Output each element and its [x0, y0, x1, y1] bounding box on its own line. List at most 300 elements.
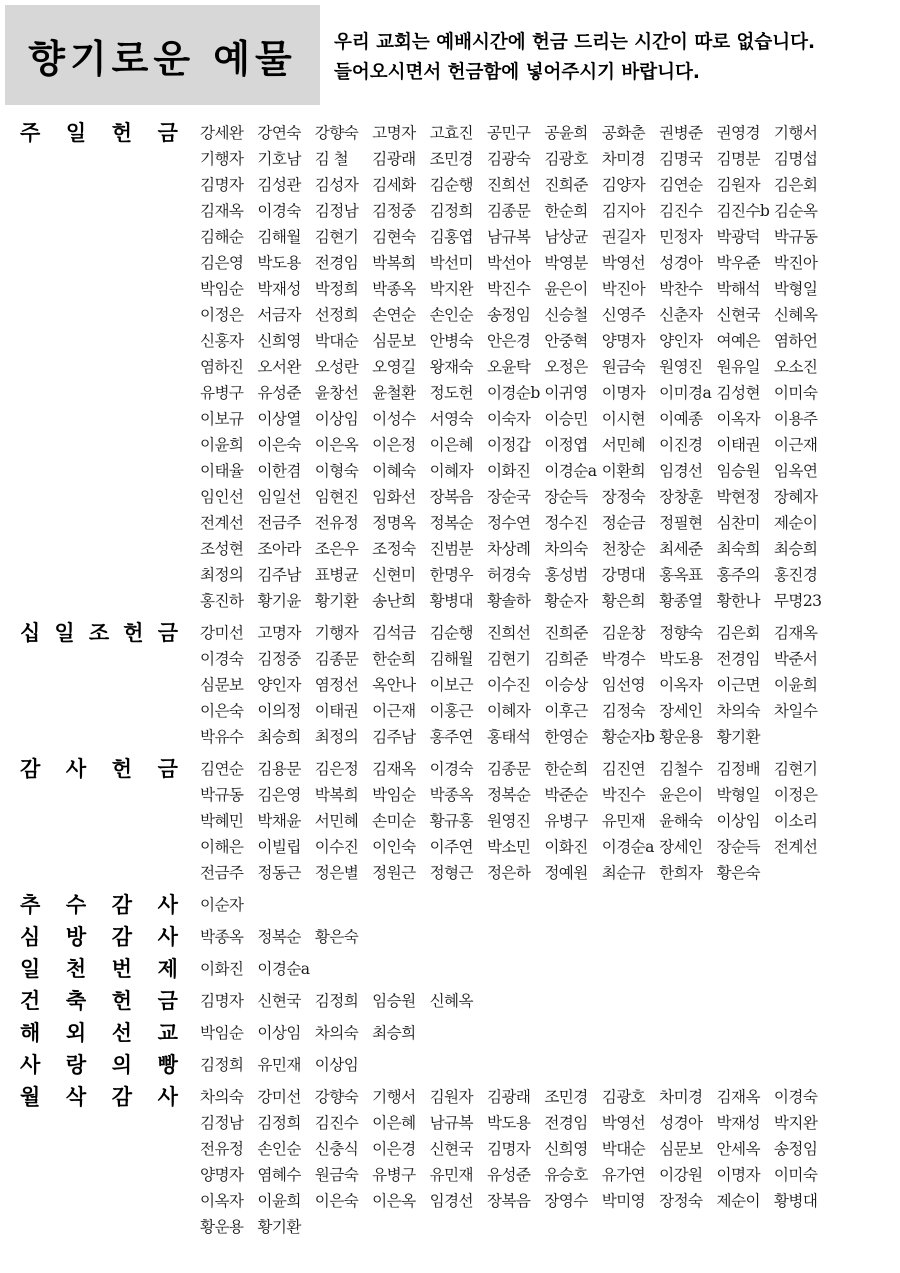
donor-name: 손인순	[257, 1140, 301, 1158]
donor-name: 윤해숙	[659, 812, 703, 830]
donor-name: 이은경	[372, 1140, 416, 1158]
donor-name: 공민구	[486, 124, 531, 142]
donor-name: 정은별	[314, 864, 359, 882]
donor-name: 조민경	[544, 1088, 588, 1106]
donor-name: 김해월	[257, 228, 301, 246]
section-label: 주 일 헌 금	[20, 121, 178, 145]
donor-name: 정형근	[429, 864, 473, 882]
offering-section	[0, 1084, 900, 1240]
donor-name: 박우준	[716, 254, 760, 272]
offering-section	[0, 988, 900, 1014]
donor-name: 최정의	[314, 728, 359, 746]
donor-name: 최세준	[659, 540, 703, 558]
donor-name: 염하언	[773, 332, 818, 350]
donor-name: 신영주	[601, 306, 646, 324]
donor-name: 서민혜	[314, 812, 359, 830]
donor-name: 심문보	[372, 332, 416, 350]
donor-name: 이보근	[429, 676, 473, 694]
donor-name: 진범분	[429, 540, 473, 558]
donor-name: 윤은이	[544, 280, 588, 298]
donor-name: 전경임	[544, 1114, 588, 1132]
donor-name: 김은영	[200, 254, 244, 272]
donor-name: 임인선	[200, 488, 244, 506]
donor-name: 원영진	[659, 358, 703, 376]
donor-name: 옥안나	[372, 676, 416, 694]
donor-name: 염정선	[314, 676, 359, 694]
donor-name: 장정숙	[659, 1192, 703, 1210]
donor-name: 박임순	[200, 1024, 244, 1042]
donor-name: 박규동	[200, 786, 244, 804]
offering-list	[0, 120, 900, 1246]
donor-name: 이옥자	[659, 676, 703, 694]
donor-name: 신충식	[314, 1140, 359, 1158]
donor-name: 임일선	[257, 488, 301, 506]
donor-name: 이근재	[372, 702, 416, 720]
donor-name: 박임순	[200, 280, 244, 298]
donor-name: 이정엽	[544, 436, 588, 454]
donor-name: 김성현	[716, 384, 760, 402]
donor-name: 이상임	[314, 1056, 359, 1074]
donor-name: 김재옥	[200, 202, 244, 220]
donor-name: 이상임	[716, 812, 760, 830]
donor-name: 여예은	[716, 332, 760, 350]
donor-name: 임선영	[601, 676, 646, 694]
donor-name: 차의숙	[716, 702, 760, 720]
donor-name: 조성현	[200, 540, 244, 558]
donor-name: 김광래	[372, 150, 416, 168]
donor-name: 김은회	[773, 176, 818, 194]
donor-name: 정수진	[544, 514, 588, 532]
donor-name: 임화선	[372, 488, 416, 506]
name-list	[178, 1084, 838, 1240]
section-label: 십 일 조 헌 금	[20, 621, 178, 645]
donor-name: 장복음	[429, 488, 473, 506]
donor-name: 고명자	[372, 124, 416, 142]
donor-name: 허경숙	[486, 566, 531, 584]
donor-name: 신춘자	[659, 306, 703, 324]
donor-name: 박준서	[773, 650, 818, 668]
donor-name: 이시현	[601, 410, 646, 428]
donor-name: 전유정	[200, 1140, 244, 1158]
donor-name: 임경선	[429, 1192, 473, 1210]
offering-section	[0, 620, 900, 750]
donor-name: 박종옥	[372, 280, 416, 298]
donor-name: 김순옥	[773, 202, 818, 220]
donor-name: 이미경a	[659, 384, 712, 402]
donor-name: 고효진	[429, 124, 473, 142]
donor-name: 박해석	[716, 280, 760, 298]
donor-name: 이예종	[659, 410, 703, 428]
donor-name: 김철수	[659, 760, 703, 778]
donor-name: 이승민	[544, 410, 588, 428]
donor-name: 김은정	[314, 760, 359, 778]
donor-name: 강미선	[200, 624, 244, 642]
donor-name: 박현정	[716, 488, 760, 506]
donor-name: 이정은	[200, 306, 244, 324]
donor-name: 안은경	[486, 332, 531, 350]
donor-name: 왕재숙	[429, 358, 473, 376]
donor-name: 박진아	[601, 280, 646, 298]
donor-name: 이미숙	[773, 1166, 818, 1184]
donor-name: 김명섭	[773, 150, 818, 168]
donor-name: 김명자	[486, 1140, 531, 1158]
donor-name: 유민재	[601, 812, 646, 830]
donor-name: 윤창선	[314, 384, 359, 402]
section-label: 추 수 감 사	[20, 893, 178, 917]
donor-name: 황은숙	[716, 864, 760, 882]
donor-name: 박지완	[429, 280, 473, 298]
donor-name: 황순자	[544, 592, 588, 610]
donor-name: 이정갑	[486, 436, 531, 454]
donor-name: 신홍자	[200, 332, 244, 350]
donor-name: 양명자	[200, 1166, 244, 1184]
offering-section	[0, 756, 900, 886]
section-label: 월 삭 감 사	[20, 1085, 178, 1109]
donor-name: 이태권	[314, 702, 359, 720]
donor-name: 오성란	[314, 358, 359, 376]
donor-name: 김종문	[314, 650, 359, 668]
donor-name: 박도용	[257, 254, 301, 272]
donor-name: 박찬수	[659, 280, 703, 298]
offering-section	[0, 924, 900, 950]
donor-name: 김현기	[773, 760, 818, 778]
section-label: 일 천 번 제	[20, 957, 178, 981]
donor-name: 신희영	[257, 332, 301, 350]
donor-name: 전금주	[200, 864, 244, 882]
donor-name: 김순행	[429, 624, 473, 642]
donor-name: 이인숙	[372, 838, 416, 856]
donor-name: 신현국	[257, 992, 301, 1010]
donor-name: 조은우	[314, 540, 359, 558]
donor-name: 염하진	[200, 358, 244, 376]
donor-name: 김정희	[314, 992, 359, 1010]
donor-name: 진희준	[544, 176, 588, 194]
donor-name: 임옥연	[773, 462, 818, 480]
donor-name: 이주연	[429, 838, 473, 856]
donor-name: 신현국	[429, 1140, 473, 1158]
donor-name: 임승원	[716, 462, 760, 480]
donor-name: 강명대	[601, 566, 646, 584]
donor-name: 홍성범	[544, 566, 588, 584]
donor-name: 정필현	[659, 514, 703, 532]
donor-name: 임현진	[314, 488, 359, 506]
donor-name: 김운창	[601, 624, 646, 642]
donor-name: 남규복	[486, 228, 531, 246]
donor-name: 박형일	[773, 280, 818, 298]
donor-name: 김명자	[200, 176, 244, 194]
donor-name: 강향숙	[314, 1088, 359, 1106]
donor-name: 정원근	[372, 864, 416, 882]
donor-name: 홍주의	[716, 566, 760, 584]
donor-name: 정복순	[429, 514, 473, 532]
donor-name: 장혜자	[773, 488, 818, 506]
donor-name: 박소민	[486, 838, 531, 856]
donor-name: 장정숙	[601, 488, 646, 506]
donor-name: 표병균	[314, 566, 359, 584]
donor-name: 장영수	[544, 1192, 588, 1210]
donor-name: 이보규	[200, 410, 244, 428]
title-box	[5, 5, 320, 105]
donor-name: 황한나	[716, 592, 760, 610]
donor-name: 양명자	[601, 332, 646, 350]
donor-name: 박재성	[716, 1114, 760, 1132]
header	[0, 0, 900, 106]
donor-name: 이근재	[773, 436, 818, 454]
donor-name: 김은회	[716, 624, 760, 642]
donor-name: 이후근	[544, 702, 588, 720]
donor-name: 이윤희	[773, 676, 818, 694]
donor-name: 김정희	[429, 202, 473, 220]
donor-name: 김주남	[257, 566, 301, 584]
donor-name: 이화진	[544, 838, 588, 856]
donor-name: 이은혜	[429, 436, 473, 454]
donor-name: 최정의	[200, 566, 244, 584]
donor-name: 이성수	[372, 410, 416, 428]
donor-name: 이은정	[372, 436, 416, 454]
donor-name: 김명분	[716, 150, 760, 168]
donor-name: 차의숙	[314, 1024, 359, 1042]
donor-name: 김해순	[200, 228, 244, 246]
donor-name: 신혜옥	[429, 992, 473, 1010]
donor-name: 이경순b	[486, 384, 540, 402]
donor-name: 이근면	[716, 676, 760, 694]
donor-name: 원금숙	[601, 358, 646, 376]
donor-name: 황순자b	[601, 728, 655, 746]
donor-name: 이소리	[773, 812, 818, 830]
offering-section	[0, 120, 900, 614]
donor-name: 김명국	[659, 150, 703, 168]
donor-name: 이옥자	[716, 410, 760, 428]
donor-name: 이빌립	[257, 838, 301, 856]
donor-name: 김정희	[200, 1056, 244, 1074]
donor-name: 김연순	[200, 760, 244, 778]
donor-name: 장창훈	[659, 488, 703, 506]
donor-name: 김종문	[486, 760, 531, 778]
donor-name: 박대순	[601, 1140, 646, 1158]
donor-name: 임승원	[372, 992, 416, 1010]
donor-name: 정향숙	[659, 624, 703, 642]
donor-name: 이미숙	[773, 384, 818, 402]
donor-name: 차의숙	[544, 540, 588, 558]
section-label: 심 방 감 사	[20, 925, 178, 949]
donor-name: 이한겸	[257, 462, 301, 480]
donor-name: 신현미	[372, 566, 416, 584]
donor-name: 박대순	[314, 332, 359, 350]
donor-name: 박진수	[601, 786, 646, 804]
donor-name: 안중혁	[544, 332, 588, 350]
name-list	[178, 988, 838, 1014]
donor-name: 홍진하	[200, 592, 244, 610]
donor-name: 박정희	[314, 280, 359, 298]
donor-name: 박영선	[601, 1114, 646, 1132]
donor-name: 유병구	[544, 812, 588, 830]
donor-name: 서민혜	[601, 436, 646, 454]
donor-name: 홍태석	[486, 728, 531, 746]
donor-name: 임경선	[659, 462, 703, 480]
donor-name: 한명우	[429, 566, 473, 584]
donor-name: 박규동	[773, 228, 818, 246]
donor-name: 차의숙	[200, 1088, 244, 1106]
donor-name: 박복희	[372, 254, 416, 272]
donor-name: 김원자	[429, 1088, 473, 1106]
donor-name: 박임순	[372, 786, 416, 804]
donor-name: 김성자	[314, 176, 359, 194]
donor-name: 김재옥	[716, 1088, 760, 1106]
donor-name: 남상균	[544, 228, 588, 246]
name-list	[178, 620, 838, 750]
donor-name: 김지아	[601, 202, 646, 220]
donor-name: 양인자	[257, 676, 301, 694]
donor-name: 원금숙	[314, 1166, 359, 1184]
donor-name: 오소진	[773, 358, 818, 376]
donor-name: 정순금	[601, 514, 646, 532]
donor-name: 황운용	[200, 1218, 244, 1236]
donor-name: 안병숙	[429, 332, 473, 350]
donor-name: 조아라	[257, 540, 301, 558]
offering-section	[0, 1020, 900, 1046]
donor-name: 이경숙	[257, 202, 301, 220]
donor-name: 송난희	[372, 592, 416, 610]
donor-name: 김홍엽	[429, 228, 473, 246]
donor-name: 권길자	[601, 228, 646, 246]
donor-name: 김정배	[716, 760, 760, 778]
notice-line-1: 우리 교회는 예배시간에 헌금 드리는 시간이 따로 없습니다.	[334, 32, 816, 53]
donor-name: 이숙자	[486, 410, 531, 428]
donor-name: 선정희	[314, 306, 359, 324]
section-label: 감 사 헌 금	[20, 757, 178, 781]
donor-name: 심찬미	[716, 514, 760, 532]
donor-name: 이순자	[200, 896, 244, 914]
donor-name: 김은영	[257, 786, 301, 804]
donor-name: 이경숙	[773, 1088, 818, 1106]
donor-name: 윤은이	[659, 786, 703, 804]
donor-name: 김재옥	[773, 624, 818, 642]
donor-name: 오정은	[544, 358, 588, 376]
donor-name: 김해월	[429, 650, 473, 668]
donor-name: 김정숙	[601, 702, 646, 720]
donor-name: 손연순	[372, 306, 416, 324]
donor-name: 최승희	[773, 540, 818, 558]
name-list	[178, 924, 838, 950]
donor-name: 강연숙	[257, 124, 301, 142]
donor-name: 오영길	[372, 358, 416, 376]
donor-name: 홍주연	[429, 728, 473, 746]
donor-name: 장세인	[659, 702, 703, 720]
donor-name: 차미경	[601, 150, 646, 168]
donor-name: 황병대	[773, 1192, 818, 1210]
donor-name: 유병구	[372, 1166, 416, 1184]
donor-name: 황운용	[659, 728, 703, 746]
donor-name: 박도용	[486, 1114, 531, 1132]
donor-name: 신희영	[544, 1140, 588, 1158]
donor-name: 이명자	[716, 1166, 760, 1184]
donor-name: 김정남	[200, 1114, 244, 1132]
donor-name: 송정임	[486, 306, 531, 324]
donor-name: 김석금	[372, 624, 416, 642]
donor-name: 강향숙	[314, 124, 359, 142]
donor-name: 김원자	[716, 176, 760, 194]
donor-name: 강미선	[257, 1088, 301, 1106]
donor-name: 김명자	[200, 992, 244, 1010]
donor-name: 공화춘	[601, 124, 646, 142]
donor-name: 전계선	[200, 514, 244, 532]
donor-name: 무명23	[773, 592, 822, 610]
donor-name: 전유정	[314, 514, 359, 532]
donor-name: 이화진	[486, 462, 531, 480]
donor-name: 한영순	[544, 728, 588, 746]
donor-name: 김진수	[314, 1114, 359, 1132]
donor-name: 장순득	[544, 488, 588, 506]
donor-name: 이홍근	[429, 702, 473, 720]
name-list	[178, 1020, 838, 1046]
donor-name: 김연순	[659, 176, 703, 194]
notice	[334, 28, 894, 88]
donor-name: 박진수	[486, 280, 531, 298]
donor-name: 박채윤	[257, 812, 301, 830]
donor-name: 김순행	[429, 176, 473, 194]
name-list	[178, 120, 838, 614]
donor-name: 민정자	[659, 228, 703, 246]
donor-name: 이은옥	[372, 1192, 416, 1210]
donor-name: 김광숙	[486, 150, 531, 168]
donor-name: 김주남	[372, 728, 416, 746]
donor-name: 홍옥표	[659, 566, 703, 584]
donor-name: 황기환	[257, 1218, 301, 1236]
donor-name: 최순규	[601, 864, 646, 882]
donor-name: 성경아	[659, 1114, 703, 1132]
donor-name: 전계선	[773, 838, 818, 856]
donor-name: 김광호	[544, 150, 588, 168]
donor-name: 박영분	[544, 254, 588, 272]
donor-name: 차미경	[659, 1088, 703, 1106]
donor-name: 이경숙	[200, 650, 244, 668]
donor-name: 김진수b	[716, 202, 770, 220]
donor-name: 황기환	[716, 728, 760, 746]
donor-name: 김성관	[257, 176, 301, 194]
donor-name: 박유수	[200, 728, 244, 746]
donor-name: 서금자	[257, 306, 301, 324]
donor-name: 김양자	[601, 176, 646, 194]
donor-name: 김 철	[314, 150, 349, 168]
donor-name: 염혜수	[257, 1166, 301, 1184]
donor-name: 오윤탁	[486, 358, 531, 376]
donor-name: 강세완	[200, 124, 244, 142]
donor-name: 한순희	[544, 202, 588, 220]
donor-name: 박미영	[601, 1192, 646, 1210]
section-label: 해 외 선 교	[20, 1021, 178, 1045]
donor-name: 송정임	[773, 1140, 818, 1158]
donor-name: 이상임	[257, 1024, 301, 1042]
donor-name: 손인순	[429, 306, 473, 324]
donor-name: 김정남	[314, 202, 359, 220]
donor-name: 고명자	[257, 624, 301, 642]
donor-name: 이옥자	[200, 1192, 244, 1210]
donor-name: 김희준	[544, 650, 588, 668]
donor-name: 양인자	[659, 332, 703, 350]
donor-name: 윤철환	[372, 384, 416, 402]
donor-name: 심문보	[200, 676, 244, 694]
donor-name: 권병준	[659, 124, 703, 142]
donor-name: 원영진	[486, 812, 531, 830]
donor-name: 이혜자	[486, 702, 531, 720]
donor-name: 최숙희	[716, 540, 760, 558]
donor-name: 이태권	[716, 436, 760, 454]
donor-name: 김재옥	[372, 760, 416, 778]
section-label: 건 축 헌 금	[20, 989, 178, 1013]
donor-name: 김정중	[372, 202, 416, 220]
donor-name: 유가연	[601, 1166, 646, 1184]
donor-name: 차일수	[773, 702, 818, 720]
